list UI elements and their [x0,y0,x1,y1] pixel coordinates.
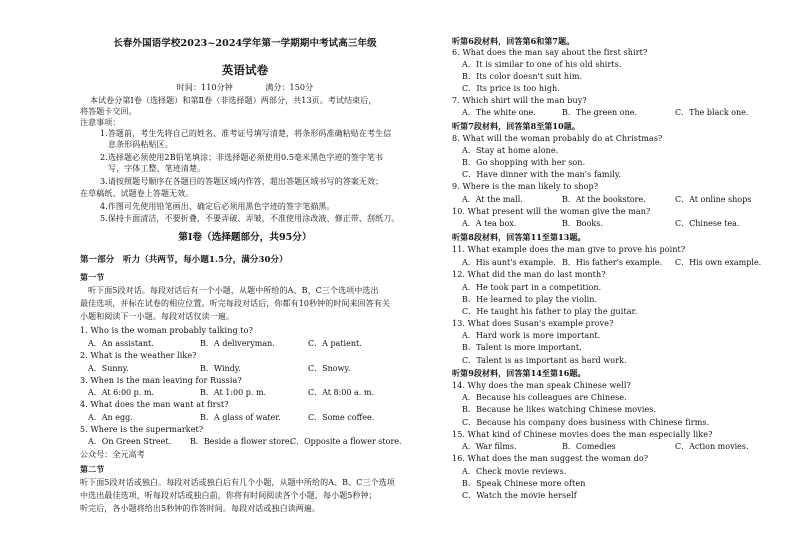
option-b: B．Its color doesn't suit him. [462,72,583,81]
question-options [462,195,782,205]
section1-label: 第一节 [80,272,105,282]
option-c: C．He taught his father to play the guitar. [462,307,638,316]
question-options [88,339,408,349]
question-text: 3. When is the man leaving for Russia? [80,376,242,385]
option-c: C．The black one. [675,108,749,117]
question-text: 14. Why does the man speak Chinese well? [452,381,631,390]
question-text: 4. What does the man want at first? [80,400,229,409]
section1-desc: 最佳选项，并标在试卷的相应位置。听完每段对话后，你都有10秒钟的时间来回答有关 [80,299,391,308]
question-text: 5. Where is the supermarket? [80,425,204,434]
notice-item: 写，字体工整、笔迹清楚。 [108,164,206,173]
option-b: B．The green one. [562,108,637,117]
option-a: A．Check movie reviews. [462,467,567,476]
option-a: A．An egg. [88,413,133,422]
section2-desc: 中选出最佳选项，听每段对话或独白前，你将有时间阅读各个小题，每小题5秒钟； [80,491,377,500]
option-a: A．On Green Street. [88,437,172,446]
question-text: 2. What is the weather like? [80,351,197,360]
option-a: A．Sunny. [88,364,129,373]
notice-item: 息条形码粘贴区。 [108,140,173,149]
option-c: C．His own example. [675,258,762,267]
option-a: A．An assistant. [88,339,154,348]
option-a: A．Hard work is more important. [462,331,601,340]
option-b: B．Windy. [200,364,241,373]
option-a: A．Because his colleagues are Chinese. [462,393,627,402]
notice-item: 5.保持卡面清洁，不要折叠，不要弄破、弄皱，不准使用涂改液、修正带、刮纸刀。 [100,214,400,223]
option-c: C．Have dinner with the man's family. [462,170,622,179]
notice-title: 注意事项： [80,118,121,127]
question-options [462,442,782,452]
material-group-heading: 听第7段材料，回答第8至第10题。 [452,121,580,131]
option-c: C．Its price is too high. [462,84,560,93]
question-options [88,413,408,423]
option-b: B．Go shopping with her son. [462,158,586,167]
part1-title: 第一部分 听力（共两节，每小题1.5分，满分30分） [80,255,288,265]
option-b: B．Speak Chinese more often [462,479,586,488]
notice-item: 4.作图可先使用铅笔画出，确定后必须用黑色字迹的签字笔描黑。 [100,202,335,211]
material-group-heading: 听第6段材料，回答第6和第7题。 [452,36,575,46]
question-options [88,364,408,374]
question-options [462,108,782,118]
question-text: 16. What does the man suggest the woman do? [452,454,649,463]
section2-desc: 听下面5段对话或独白。每段对话或独白后有几个小题，从题中所给的A、B、C三个选项 [80,478,395,487]
section2-label: 第二节 [80,464,105,474]
option-b: B．Beside a flower store. [190,437,293,446]
notice-item: 1.答题前，考生先将自己的姓名、准考证号填写清楚，将条形码准确粘贴在考生信 [100,129,392,138]
question-text: 9. Where is the man likely to shop? [452,182,599,191]
material-group-heading: 听第9段材料，回答第14至第16题。 [452,368,586,378]
option-c: C．Watch the movie herself [462,491,577,500]
option-c: C．At online shops [675,195,752,204]
option-c: C．Opposite a flower store. [290,437,402,446]
section1-desc: 小题和阅读下一小题。每段对话仅读一遍。 [80,312,234,321]
option-b: B．Comedies [562,442,616,451]
option-a: A．War films. [462,442,517,451]
intro-line-1: 本试卷分第Ⅰ卷（选择题）和第Ⅱ卷（非选择题）两部分，共13页。考试结束后， [90,96,377,105]
option-b: B．Books. [562,219,603,228]
option-c: C．At 8:00 a. m. [308,388,375,397]
question-text: 8. What will the woman probably do at Christmas? [452,134,663,143]
school-title: 长春外国语学校2023~2024学年第一学期期中考试高三年级 [113,38,377,49]
time-info: 时间：110分钟 满分：150分 [176,83,314,92]
question-text: 11. What example does the man give to prove his point? [452,245,686,254]
question-options [88,437,408,447]
question-text: 13. What does Susan's example prove? [452,319,614,328]
option-a: A．A tea box. [462,219,517,228]
notice-item: 在草稿纸、试题卷上答题无效。 [80,189,194,198]
question-text: 10. What present will the woman give the man? [452,207,651,216]
option-a: A．At 6:00 p. m. [88,388,155,397]
notice-item: 2.选择题必须使用2B铅笔填涂；非选择题必须使用0.5毫米黑色字迹的签字笔书 [100,153,384,162]
option-a: A．At the mall. [462,195,523,204]
option-c: C．Chinese tea. [675,219,740,228]
option-a: A．He took part in a competition. [462,283,602,292]
option-b: B．At the bookstore. [562,195,646,204]
material-group-heading: 听第8段材料，回答第11至第13题。 [452,232,586,242]
question-text: 12. What did the man do last month? [452,270,606,279]
option-b: B．At 1:00 p. m. [200,388,267,397]
option-c: C．Action movies. [675,442,749,451]
question-options [462,258,782,268]
footer-note: 公众号：全元高考 [80,450,145,459]
section1-desc: 听下面5段对话。每段对话后有一个小题，从题中所给的A、B、C三个选项中选出 [88,286,379,295]
option-c: C．Talent is as important as hard work. [462,356,627,365]
option-c: C．Because his company does business with Chinese firms. [462,418,710,427]
question-text: 15. What kind of Chinese movies does the man especially like? [452,430,713,439]
question-options [462,219,782,229]
question-text: 1. Who is the woman probably talking to? [80,326,253,335]
option-a: A．It is similar to one of his old shirts. [462,60,622,69]
notice-item: 3.请按照题号顺序在各题目的答题区域内作答，超出答题区域书写的答案无效； [100,177,384,186]
option-c: C．Some coffee. [308,413,375,422]
option-b: B．A glass of water. [200,413,281,422]
option-b: B．Talent is more important. [462,343,582,352]
intro-line-2: 将答题卡交回。 [80,107,137,116]
option-a: A．His aunt's example. [462,258,556,267]
section2-desc: 听完后，各小题将给出5秒钟的作答时间。每段对话或独白读两遍。 [80,504,321,513]
option-b: B．A deliveryman. [200,339,275,348]
option-a: A．Stay at home alone. [462,146,559,155]
question-text: 7. Which shirt will the man buy? [452,96,587,105]
option-b: B．He learned to play the violin. [462,295,598,304]
option-b: B．Because he likes watching Chinese movies. [462,405,657,414]
question-text: 6. What does the man say about the first shirt? [452,48,648,57]
question-options [88,388,408,398]
option-b: B．His father's example. [562,258,663,267]
option-c: C．A patient. [308,339,362,348]
section-title: 第Ⅰ卷（选择题部分，共95分） [178,232,312,243]
option-c: C．Snowy. [308,364,351,373]
exam-subject: 英语试卷 [221,63,269,77]
option-a: A．The white one. [462,108,536,117]
